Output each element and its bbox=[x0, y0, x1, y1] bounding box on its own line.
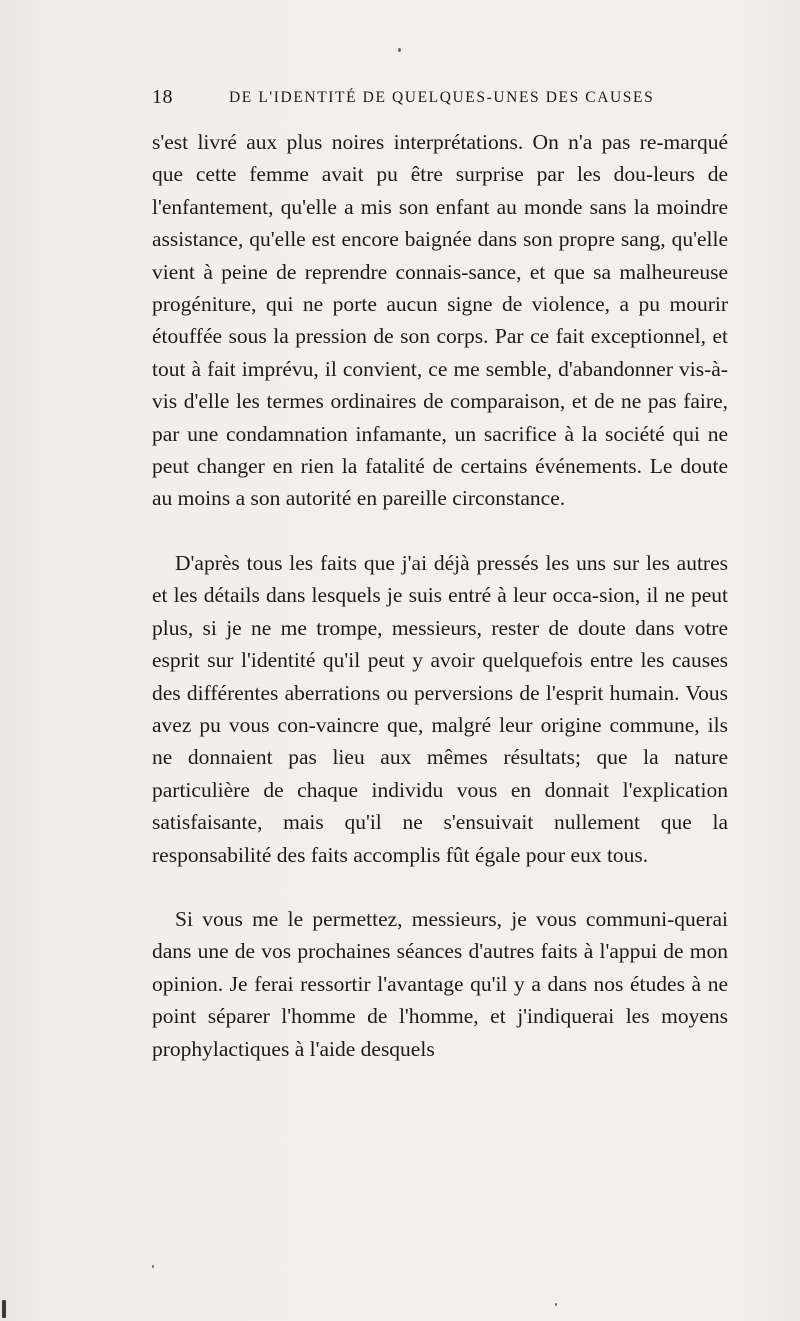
paper-speck bbox=[152, 1265, 154, 1268]
paper-speck bbox=[398, 48, 401, 52]
paragraph-3: Si vous me le permettez, messieurs, je vous communi-querai dans une de vos prochaines séances d'autres faits à l'appui de mon opinion. Je ferai ressortir l'avantage qu'il y a dans nos études à ne point séparer l'homme de l'homme, et j'indiquerai les moyens prophylactiques à l'aide desquels bbox=[152, 906, 728, 1061]
running-head: DE L'IDENTITÉ DE QUELQUES-UNES DES CAUSES bbox=[229, 89, 655, 106]
page-number: 18 bbox=[152, 86, 173, 108]
paragraph-2: D'après tous les faits que j'ai déjà pressés les uns sur les autres et les détails dans lesquels je suis entré à leur occa-sion, il ne peut plus, si je ne me trompe, messieurs, rester de doute dans votre esprit sur l'identité qu'il peut y avoir quelquefois entre les causes des différentes aberrations ou perversions de l'esprit humain. Vous avez pu vous con-vaincre que, malgré leur origine commune, ils ne donnaient pas lieu aux mêmes résultats; que la nature particulière de chaque individu vous en donnait l'explication satisfaisante, mais qu'il ne s'ensuivait nullement que la responsabilité des faits accomplis fût égale pour eux tous. bbox=[152, 550, 728, 867]
body-text bbox=[152, 126, 728, 1065]
page-header bbox=[152, 86, 728, 112]
paragraph-1: s'est livré aux plus noires interprétations. On n'a pas re-marqué que cette femme avait pu être surprise par les dou-leurs de l'enfantement, qu'elle a mis son enfant au monde sans la moindre assistance, qu'elle est encore baignée dans son propre sang, qu'elle vient à peine de reprendre connais-sance, et que sa malheureuse progéniture, qui ne porte aucun signe de violence, a pu mourir étouffée sous la pression de son corps. Par ce fait exceptionnel, et tout à fait imprévu, il convient, ce me semble, d'abandonner vis-à-vis d'elle les termes ordinaires de comparaison, et de ne pas faire, par une condamnation infamante, un sacrifice à la société qui ne peut changer en rien la fatalité de certains événements. Le doute au moins a son autorité en pareille circonstance. bbox=[152, 130, 728, 511]
paper-speck bbox=[2, 1300, 6, 1318]
paper-speck bbox=[555, 1303, 557, 1306]
